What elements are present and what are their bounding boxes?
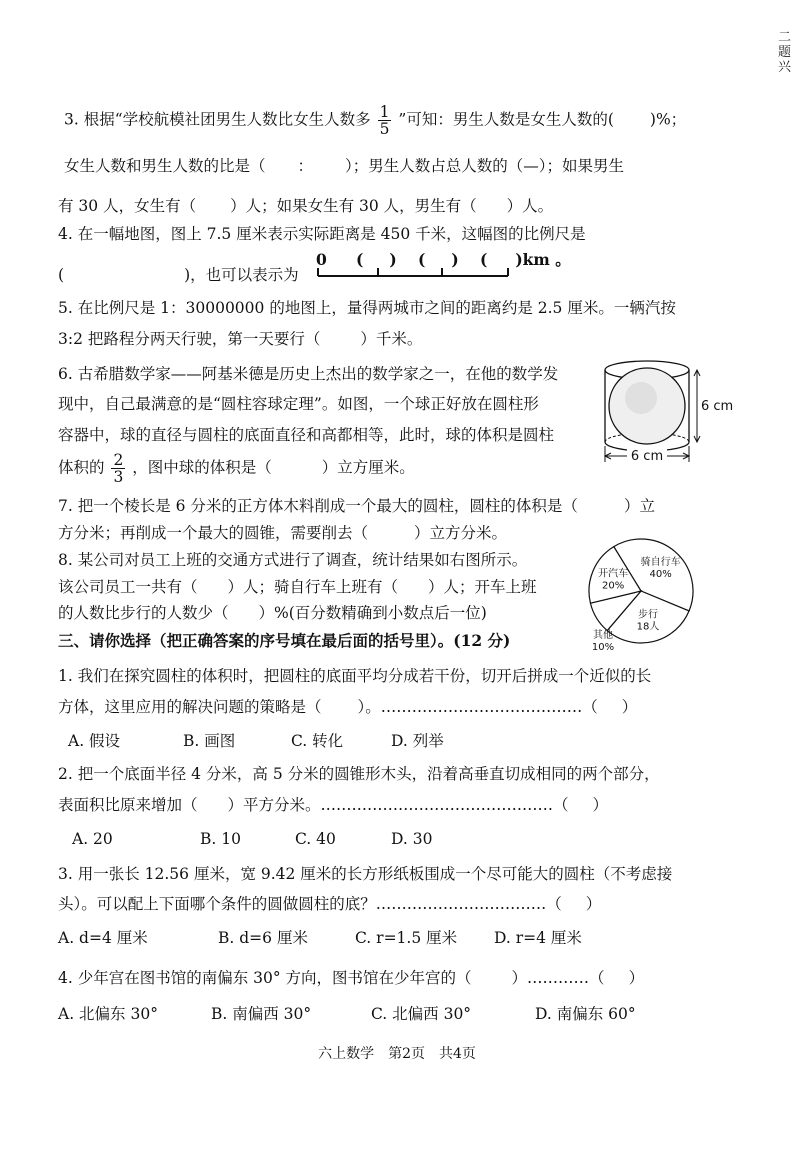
c4-option-d[interactable]: D. 南偏东 60° bbox=[535, 1005, 636, 1023]
c2-option-d[interactable]: D. 30 bbox=[391, 830, 433, 848]
q6-line3: 容器中，球的直径与圆柱的底面直径和高都相等，此时，球的体积是圆柱 bbox=[58, 426, 555, 444]
page-footer: 六上数学 第2页 共4页 bbox=[318, 1046, 476, 1062]
pie-slice-value: 18人 bbox=[636, 621, 660, 633]
q6-line2: 现中，自己最满意的是“圆柱容球定理”。如图，一个球正好放在圆柱形 bbox=[58, 395, 539, 413]
width-label: 6 cm bbox=[630, 449, 664, 464]
section3-title: 三、请你选择（把正确答案的序号填在最后面的括号里）。(12 分) bbox=[58, 631, 511, 650]
cylinder-sphere-figure bbox=[597, 356, 739, 468]
scale-blank-3[interactable]: ( )km 。 bbox=[480, 250, 571, 269]
c2-line2: 表面积比原来增加（ ）平方分米。………………………………………（ ） bbox=[58, 796, 609, 814]
q8-line2: 该公司员工一共有（ ）人；骑自行车上班有（ ）人；开车上班 bbox=[58, 578, 537, 596]
q6-line4: 体积的 $\frac{2}{3}$ ，图中球的体积是（ ）立方厘米。 bbox=[58, 451, 415, 486]
c2-option-b[interactable]: B. 10 bbox=[200, 830, 241, 848]
c3-option-a[interactable]: A. d=4 厘米 bbox=[58, 929, 148, 947]
c3-line2: 头）。可以配上下面哪个条件的圆做圆柱的底？……………………………（ ） bbox=[58, 895, 602, 913]
sphere-shading bbox=[625, 382, 657, 414]
pie-slice-label: 其他 bbox=[593, 630, 613, 641]
c3-line1: 3. 用一张长 12.56 厘米，宽 9.42 厘米的长方形纸板围成一个尽可能大的圆柱（不考虑接 bbox=[58, 865, 673, 883]
c2-option-a[interactable]: A. 20 bbox=[72, 830, 113, 848]
q3-line2: 女生人数和男生人数的比是（ ： ）；男生人数占总人数的（—）；如果男生 bbox=[64, 157, 625, 175]
c4-option-a[interactable]: A. 北偏东 30° bbox=[58, 1005, 158, 1023]
q7-line2: 方分米；再削成一个最大的圆锥，需要削去（ ）立方分米。 bbox=[58, 524, 508, 542]
c3-option-b[interactable]: B. d=6 厘米 bbox=[218, 929, 308, 947]
pie-slice-value: 40% bbox=[649, 569, 672, 581]
q3-fraction: $\frac{1}{5}$ bbox=[379, 103, 390, 138]
height-label: 6 cm bbox=[701, 399, 734, 414]
c2-line1: 2. 把一个底面半径 4 分米，高 5 分米的圆锥形木头，沿着高垂直切成相同的两个部分， bbox=[58, 765, 660, 783]
transport-pie-chart bbox=[585, 533, 695, 657]
q6-fraction: $\frac{2}{3}$ bbox=[113, 451, 124, 486]
c3-option-c[interactable]: C. r=1.5 厘米 bbox=[355, 929, 458, 947]
q5-line2: 3:2 把路程分两天行驶，第一天要行（ ）千米。 bbox=[58, 330, 423, 348]
q4-line2: ( )，也可以表示为 bbox=[58, 266, 299, 284]
c4-line1: 4. 少年宫在图书馆的南偏东 30° 方向，图书馆在少年宫的（ ）…………（ ） bbox=[58, 969, 645, 987]
c1-line2: 方体，这里应用的解决问题的策略是（ ）。…………………………………（ ） bbox=[58, 698, 638, 716]
pie-slice-label: 开汽车 bbox=[598, 568, 629, 580]
scale-zero: 0 bbox=[316, 250, 327, 269]
c1-option-a[interactable]: A. 假设 bbox=[68, 732, 121, 750]
q8-line3: 的人数比步行的人数少（ ）%(百分数精确到小数点后一位) bbox=[58, 604, 487, 622]
c2-option-c[interactable]: C. 40 bbox=[295, 830, 336, 848]
pie-slice-label: 骑自行车 bbox=[640, 557, 681, 569]
q3-line3: 有 30 人，女生有（ ）人；如果女生有 30 人，男生有（ ）人。 bbox=[58, 197, 554, 215]
c1-option-c[interactable]: C. 转化 bbox=[291, 732, 344, 750]
c4-option-b[interactable]: B. 南偏西 30° bbox=[211, 1005, 312, 1023]
scale-blank-2[interactable]: ( ) bbox=[418, 250, 459, 269]
c4-option-c[interactable]: C. 北偏西 30° bbox=[371, 1005, 472, 1023]
pie-slice-value: 10% bbox=[591, 642, 615, 653]
q7-line1: 7. 把一个棱长是 6 分米的正方体木料削成一个最大的圆柱，圆柱的体积是（ ）立 bbox=[58, 497, 655, 515]
q8-line1: 8. 某公司对员工上班的交通方式进行了调查，统计结果如右图所示。 bbox=[58, 551, 528, 569]
c1-option-b[interactable]: B. 画图 bbox=[183, 732, 236, 750]
q4-line1: 4. 在一幅地图，图上 7.5 厘米表示实际距离是 450 千米，这幅图的比例尺是 bbox=[58, 225, 586, 243]
edge-text: 二题兴 bbox=[778, 30, 792, 75]
q6-line1: 6. 古希腊数学家——阿基米德是历史上杰出的数学家之一，在他的数学发 bbox=[58, 365, 559, 383]
pie-slice-value: 20% bbox=[601, 580, 625, 592]
c1-option-d[interactable]: D. 列举 bbox=[391, 732, 444, 750]
pie-slice-label: 步行 bbox=[638, 609, 658, 621]
q5-line1: 5. 在比例尺是 1：30000000 的地图上，量得两城市之间的距离约是 2.5 厘米。一辆汽按 bbox=[58, 299, 676, 317]
scale-blank-1[interactable]: ( ) bbox=[356, 250, 397, 269]
q3-line1: 3. 根据“学校航模社团男生人数比女生人数多 $\frac{1}{5}$ ”可知：男生人数是女生人数的( )%； bbox=[64, 103, 687, 138]
c1-line1: 1. 我们在探究圆柱的体积时，把圆柱的底面平均分成若干份，切开后拼成一个近似的长 bbox=[58, 667, 652, 685]
c3-option-d[interactable]: D. r=4 厘米 bbox=[494, 929, 582, 947]
